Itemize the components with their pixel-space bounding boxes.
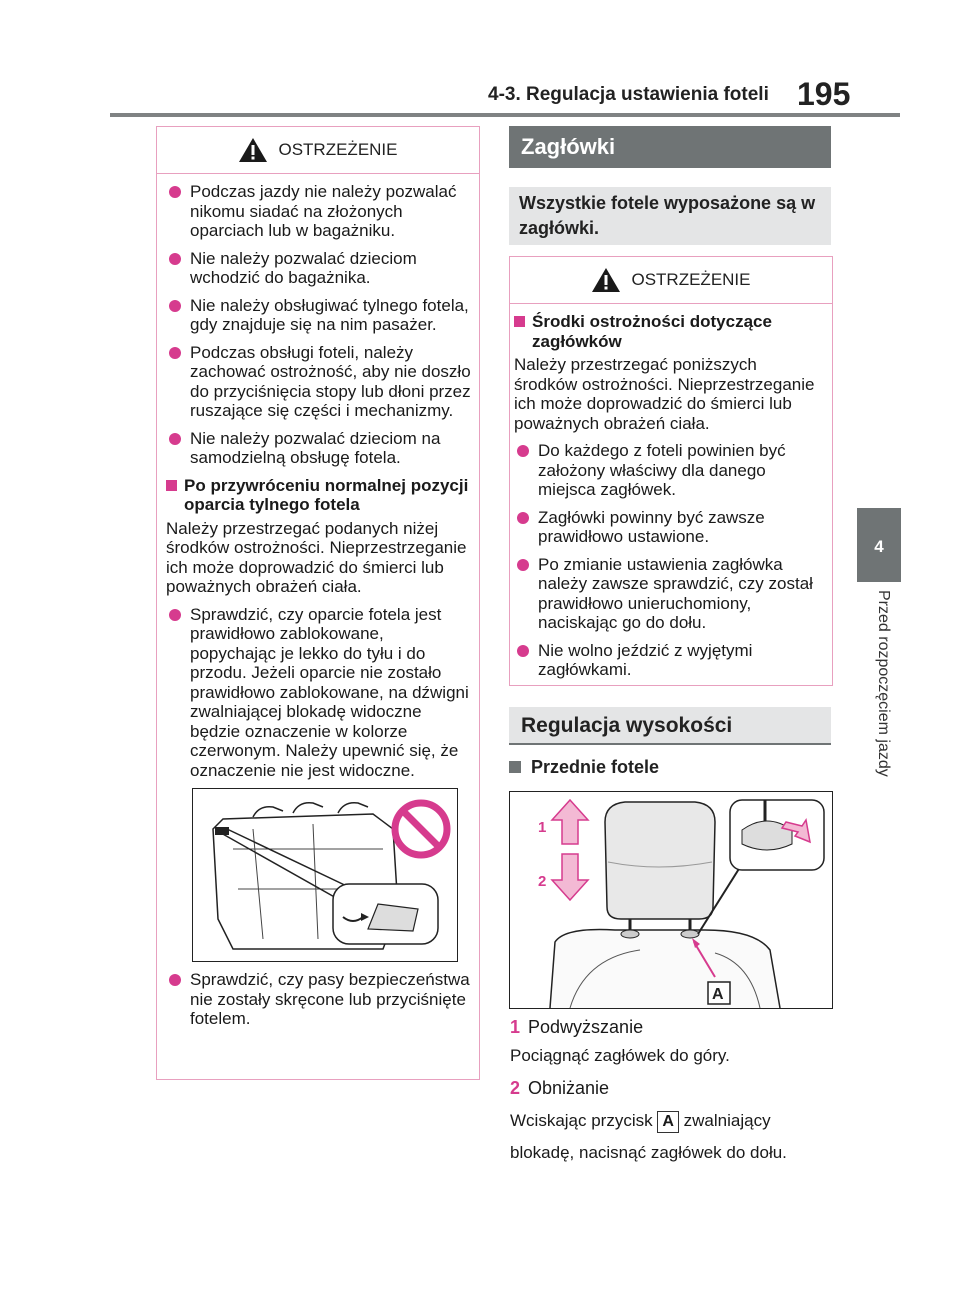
bullet-icon	[169, 300, 181, 312]
step-title: 2 Obniżanie	[510, 1078, 610, 1098]
section-title: 4-3. Regulacja ustawienia foteli	[488, 84, 769, 105]
bullet-icon	[169, 253, 181, 265]
step-description: Wciskając przycisk A zwalniający blokadę, nacisnąć zagłówek do dołu.	[510, 1111, 787, 1162]
list-item: Sprawdzić, czy oparcie fotela jest prawidłowo zablokowane, popychając je lekko do tyłu i do przodu. Jeżeli oparcie nie zostało prawidłowo zablokowane, na dźwigni zwalniającej blokadę widoczne będzie oznaczenie w kolorze czerwonym. Należy upewnić się, że oznaczenie nie jest widoczne.	[166, 605, 471, 781]
bullet-icon	[169, 433, 181, 445]
left-warning-box	[156, 126, 480, 1080]
list-item: Nie należy obsługiwać tylnego fotela, gdy znajduje się na nim pasażer.	[166, 296, 471, 335]
square-bullet-icon	[166, 480, 177, 491]
page-number: 195	[797, 76, 851, 112]
list-item: Nie należy pozwalać dzieciom na samodzielną obsługę fotela.	[166, 429, 471, 468]
warning-title: OSTRZEŻENIE	[278, 140, 398, 159]
square-bullet-icon	[514, 316, 525, 327]
step-title: 1 Podwyższanie	[510, 1017, 644, 1037]
warning-triangle-icon	[238, 137, 268, 163]
list-item: Nie należy pozwalać dzieciom wchodzić do bagażnika.	[166, 249, 471, 288]
bullet-icon	[169, 186, 181, 198]
info-band: Wszystkie fotele wyposażone są w zagłówki.	[509, 187, 831, 245]
button-a-label: A	[657, 1111, 679, 1133]
list-item: Zagłówki powinny być zawsze prawidłowo ustawione.	[514, 508, 824, 547]
section-heading-zaglowki: Zagłówki	[509, 126, 831, 168]
warning-subhead: Środki ostrożności dotyczące zagłówków	[514, 312, 824, 351]
warning-subhead: Po przywróceniu normalnej pozycji oparcia tylnego fotela	[166, 476, 471, 515]
list-item: Podczas jazdy nie należy pozwalać nikomu siadać na złożonych oparciach lub w bagażniku.	[166, 182, 471, 241]
warning-triangle-icon	[591, 267, 621, 293]
headrest-adjust-illustration	[509, 791, 833, 1009]
bullet-icon	[517, 445, 529, 457]
bullet-icon	[169, 347, 181, 359]
subsection-title: Przednie fotele	[509, 757, 659, 778]
header-rule	[110, 113, 900, 117]
list-item: Po zmianie ustawienia zagłówka należy zawsze sprawdzić, czy został prawidłowo unieruchomiony, naciskając go do dołu.	[514, 555, 824, 633]
warning-paragraph: Należy przestrzegać podanych niżej środków ostrożności. Nieprzestrzeganie ich może doprowadzić do śmierci lub poważnych obrażeń ciała.	[166, 518, 467, 596]
bullet-icon	[517, 512, 529, 524]
warning-header	[510, 257, 832, 304]
label-a: A	[712, 986, 724, 1003]
bullet-icon	[169, 609, 181, 621]
list-item: Nie wolno jeździć z wyjętymi zagłówkami.	[514, 641, 824, 680]
section-heading-regulacja: Regulacja wysokości	[509, 707, 831, 745]
chapter-number: 4	[874, 537, 884, 556]
steps	[510, 1017, 830, 1179]
bullet-icon	[517, 645, 529, 657]
chapter-title: Przed rozpoczęciem jazdy	[875, 590, 892, 777]
step-description: Pociągnąć zagłówek do góry.	[510, 1046, 730, 1065]
bullet-icon	[169, 974, 181, 986]
bullet-icon	[517, 559, 529, 571]
rear-seat-illustration	[192, 788, 458, 962]
warning-paragraph: Należy przestrzegać poniższych środków ostrożności. Nieprzestrzeganie ich może doprowadzić do śmierci lub poważnych obrażeń ciała.	[514, 355, 815, 433]
label-2: 2	[538, 873, 547, 890]
square-bullet-icon	[509, 761, 521, 773]
list-item: Sprawdzić, czy pasy bezpieczeństwa nie zostały skręcone lub przyciśnięte fotelem.	[166, 970, 471, 1029]
list-item: Podczas obsługi foteli, należy zachować ostrożność, aby nie doszło do przyciśnięcia stopy lub dłoni przez ruszające się części i mechanizmy.	[166, 343, 471, 421]
headrest-warning-box	[509, 256, 833, 686]
label-1: 1	[538, 819, 547, 836]
warning-header	[157, 127, 479, 174]
warning-title: OSTRZEŻENIE	[631, 270, 751, 289]
list-item: Do każdego z foteli powinien być założony właściwy dla danego miejsca zagłówek.	[514, 441, 824, 500]
